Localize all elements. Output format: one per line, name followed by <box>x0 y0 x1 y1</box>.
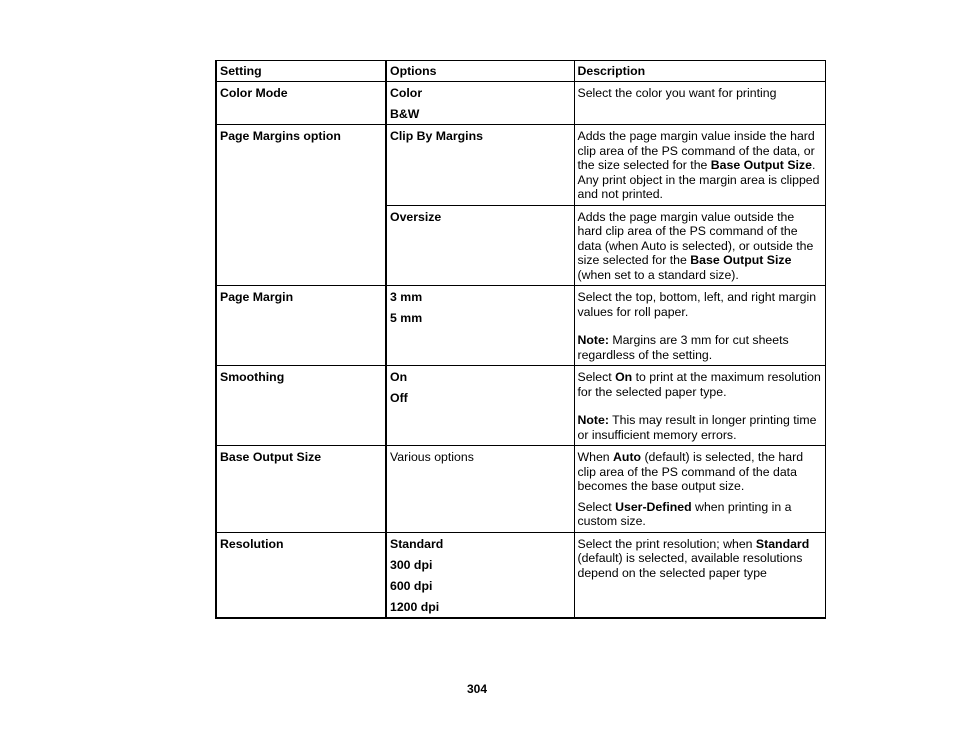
option-value: 600 dpi <box>390 578 433 593</box>
note-paragraph <box>578 413 822 442</box>
description-bold: On <box>615 370 633 384</box>
settings-table <box>215 60 826 619</box>
setting-name: Resolution <box>216 532 386 618</box>
description-text: Select the color you want for printing <box>577 85 777 100</box>
description-paragraph <box>578 500 822 529</box>
options-cell <box>386 81 574 125</box>
table-row <box>216 446 825 533</box>
description-text: to print at the maximum resolution for the selected paper type. <box>577 370 821 399</box>
description-text: Select the print resolution; when <box>577 536 756 551</box>
note-label: Note: <box>577 333 609 347</box>
header-setting: Setting <box>216 61 386 82</box>
description-bold: Standard <box>755 536 810 551</box>
description-text: (when set to a standard size). <box>577 267 739 282</box>
header-description: Description <box>574 61 825 82</box>
description-text: Select <box>577 499 616 514</box>
description-text: Select the top, bottom, left, and right margin values for roll paper. <box>577 290 817 319</box>
description-cell <box>574 205 825 286</box>
option-value: Oversize <box>390 209 442 224</box>
table-row <box>216 532 825 618</box>
page-number: 304 <box>466 682 488 696</box>
table-header-row <box>216 61 825 82</box>
description-text: Select <box>577 370 616 384</box>
option-value: B&W <box>390 106 420 121</box>
description-cell <box>574 366 825 446</box>
note-text: This may result in longer printing time or insufficient memory errors. <box>577 413 817 442</box>
table-row <box>216 366 825 446</box>
description-text: (default) is selected, the hard clip area of the PS command of the data becomes the base output size. <box>577 450 804 493</box>
description-text: Adds the page margin value outside the hard clip area of the PS command of the data (when Auto is selected), or outside the size selected for the <box>577 209 814 267</box>
options-cell <box>386 205 574 286</box>
options-cell <box>386 286 574 366</box>
option-value: 3 mm <box>390 290 423 304</box>
option-value: Off <box>390 391 408 405</box>
description-text: Adds the page margin value inside the hard clip area of the PS command of the data, or the size selected for the <box>577 129 815 172</box>
description-paragraph <box>578 450 822 494</box>
description-cell <box>574 446 825 533</box>
description-cell <box>574 125 825 206</box>
options-cell <box>386 446 574 533</box>
description-cell <box>574 532 825 618</box>
option-value: 1200 dpi <box>390 599 440 614</box>
option-value: Color <box>390 85 423 100</box>
note-text: Margins are 3 mm for cut sheets regardless of the setting. <box>577 333 789 362</box>
description-bold: User-Defined <box>615 499 692 514</box>
header-options: Options <box>386 61 574 82</box>
description-text: . Any print object in the margin area is clipped and not printed. <box>577 158 820 201</box>
options-cell <box>386 532 574 618</box>
table-row <box>216 286 825 366</box>
option-value: Various options <box>390 450 474 464</box>
description-bold: Base Output Size <box>690 253 792 267</box>
setting-name: Page Margins option <box>216 125 386 286</box>
option-value: On <box>390 370 408 384</box>
description-bold: Base Output Size <box>710 158 812 172</box>
note-paragraph <box>578 333 822 362</box>
options-cell <box>386 125 574 206</box>
options-cell <box>386 366 574 446</box>
option-value: Clip By Margins <box>390 129 483 143</box>
setting-name: Color Mode <box>216 81 386 125</box>
description-paragraph <box>578 370 822 399</box>
description-bold: Auto <box>613 450 642 464</box>
option-value: 5 mm <box>390 311 423 325</box>
table-row <box>216 125 825 206</box>
setting-name: Page Margin <box>216 286 386 366</box>
note-label: Note: <box>577 413 609 427</box>
setting-name: Base Output Size <box>216 446 386 533</box>
description-text: When <box>577 450 614 464</box>
option-value: Standard <box>390 536 444 551</box>
description-text: when printing in a custom size. <box>577 499 792 528</box>
description-cell <box>574 81 825 125</box>
setting-name: Smoothing <box>216 366 386 446</box>
table-row <box>216 81 825 125</box>
description-text: (default) is selected, available resolutions depend on the selected paper type <box>577 551 803 580</box>
option-value: 300 dpi <box>390 557 433 572</box>
description-cell <box>574 286 825 366</box>
